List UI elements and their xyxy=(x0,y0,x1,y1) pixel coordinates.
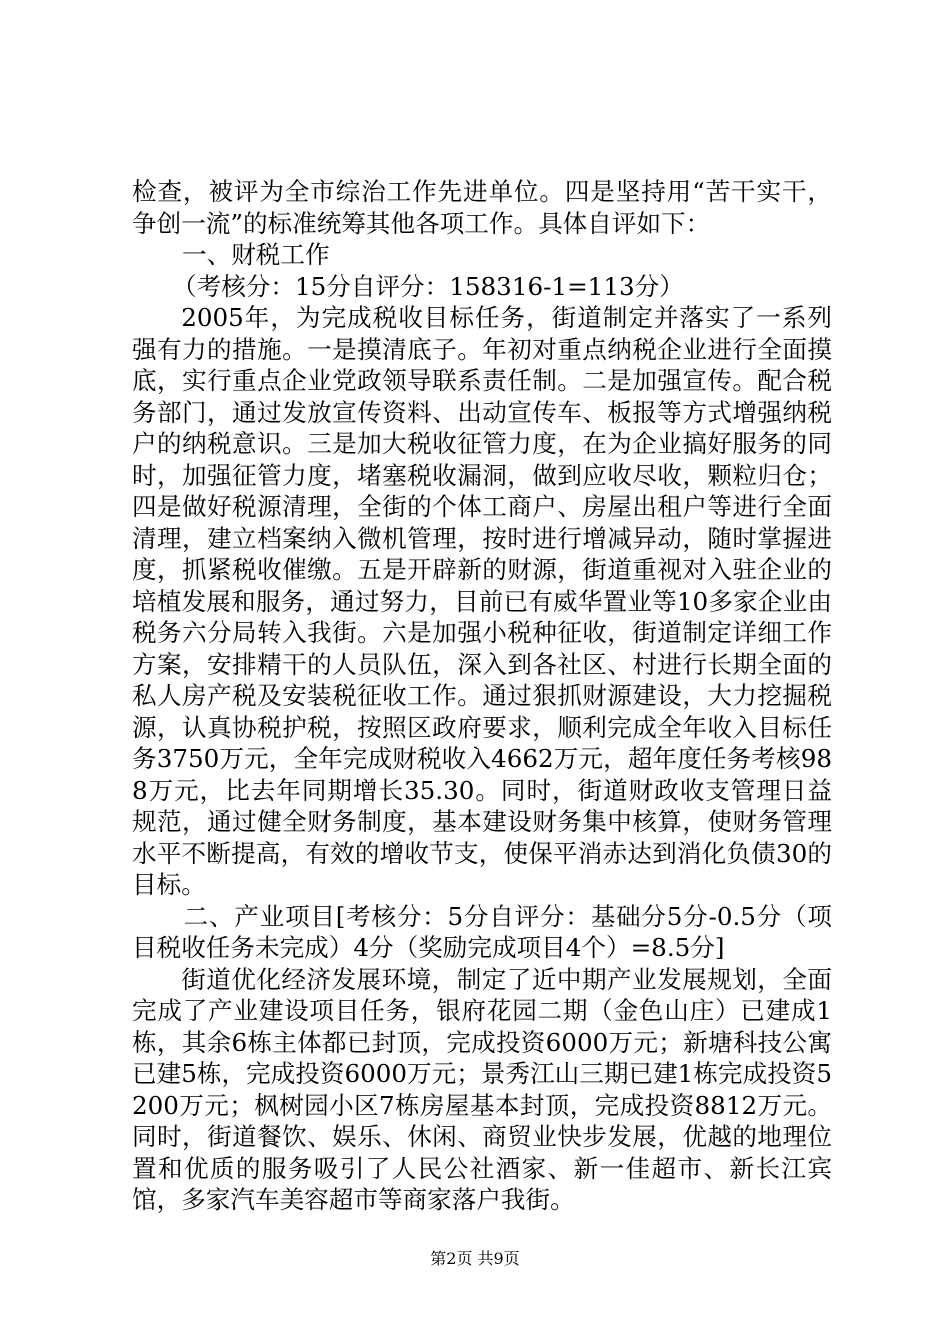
page-footer: 第2页 共9页 xyxy=(430,1249,520,1268)
section-heading-industry-projects: 二、产业项目[考核分：5分自评分：基础分5分-0.5分（项目税收任务未完成）4分（奖励完成项目4个）=8.5分] xyxy=(132,901,832,962)
paragraph-industry-projects: 街道优化经济发展环境，制定了近中期产业发展规划，全面完成了产业建设项目任务，银府花园二期（金色山庄）已建成1栋，其余6栋主体都已封顶，完成投资6000万元；新塘科技公寓已建5栋，完成投资6000万元；景秀江山三期已建1栋完成投资5200万元；枫树园小区7栋房屋基本封顶，完成投资8812万元。同时，街道餐饮、娱乐、休闲、商贸业快步发展，优越的地理位置和优质的服务吸引了人民公社酒家、新一佳超市、新长江宾馆，多家汽车美容超市等商家落户我街。 xyxy=(132,964,832,1214)
paragraph-continuation: 检查，被评为全市综治工作先进单位。四是坚持用“苦干实干，争创一流”的标准统筹其他各项工作。具体自评如下： xyxy=(132,177,832,238)
document-body xyxy=(132,176,832,1216)
paragraph-fiscal-tax: 2005年，为完成税收目标任务，街道制定并落实了一系列强有力的措施。一是摸清底子。年初对重点纳税企业进行全面摸底，实行重点企业党政领导联系责任制。二是加强宣传。配合税务部门，通过发放宣传资料、出动宣传车、板报等方式增强纳税户的纳税意识。三是加大税收征管力度，在为企业搞好服务的同时，加强征管力度，堵塞税收漏洞，做到应收尽收，颗粒归仓；四是做好税源清理，全街的个体工商户、房屋出租户等进行全面清理，建立档案纳入微机管理，按时进行增减异动，随时掌握进度，抓紧税收催缴。五是开辟新的财源，街道重视对入驻企业的培植发展和服务，通过努力，目前已有威华置业等10多家企业由税务六分局转入我街。六是加强小税种征收，街道制定详细工作方案，安排精干的人员队伍，深入到各社区、村进行长期全面的私人房产税及安装税征收工作。通过狠抓财源建设，大力挖掘税源，认真协税护税，按照区政府要求，顺利完成全年收入目标任务3750万元，全年完成财税收入4662万元，超年度任务考核988万元，比去年同期增长35.30。同时，街道财政收支管理日益规范，通过健全财务制度，基本建设财务集中核算，使财务管理水平不断提高，有效的增收节支，使保平消赤达到消化负债30的目标。 xyxy=(132,303,832,899)
section-score-fiscal-tax: （考核分：15分自评分：158316-1=113分） xyxy=(172,271,684,301)
section-heading-fiscal-tax: 一、财税工作 xyxy=(182,240,330,269)
